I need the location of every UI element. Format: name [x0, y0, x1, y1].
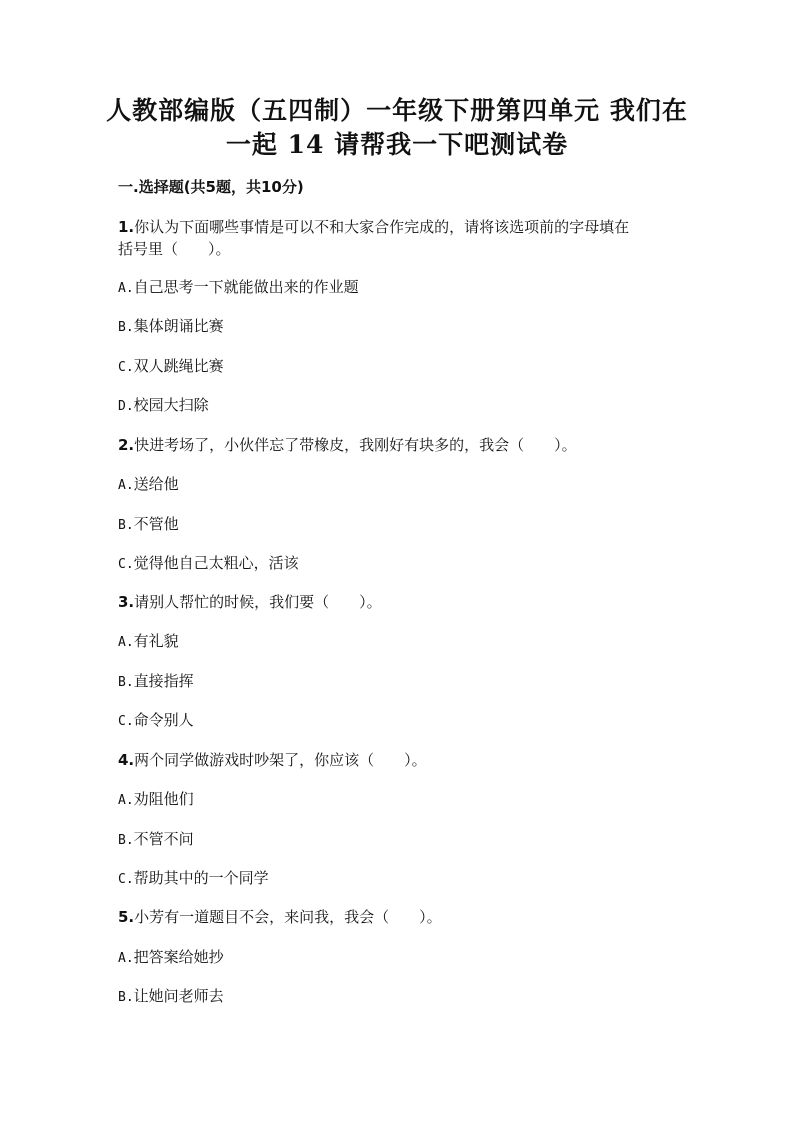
question-text-continued: 括号里（ ）。 — [118, 240, 231, 258]
option-text: 直接指挥 — [133, 672, 194, 690]
option-letter: C. — [118, 872, 134, 887]
option-letter: B. — [118, 990, 134, 1005]
option-2a — [118, 473, 179, 497]
option-letter: D. — [118, 399, 134, 414]
question-2 — [118, 434, 698, 456]
question-number: 5. — [118, 908, 135, 926]
option-3a — [118, 630, 179, 654]
question-text: 两个同学做游戏时吵架了，你应该（ ）。 — [134, 751, 427, 769]
question-text: 快进考场了，小伙伴忘了带橡皮，我刚好有块多的，我会（ ）。 — [134, 436, 577, 454]
option-letter: A. — [118, 793, 134, 808]
option-text: 有礼貌 — [133, 632, 179, 650]
question-text: 小芳有一道题目不会，来问我，我会（ ）。 — [134, 908, 442, 926]
title-line-1: 人教部编版（五四制）一年级下册第四单元 我们在 — [106, 96, 688, 125]
option-letter: A. — [118, 951, 134, 966]
option-text: 送给他 — [133, 475, 179, 493]
option-5b — [118, 985, 224, 1009]
option-1d — [118, 394, 209, 418]
option-text: 命令别人 — [133, 711, 194, 729]
option-letter: C. — [118, 714, 134, 729]
question-3 — [118, 591, 698, 613]
question-5 — [118, 906, 698, 928]
option-3c — [118, 709, 194, 733]
question-1 — [118, 216, 698, 260]
option-4c — [118, 867, 269, 891]
option-letter: B. — [118, 833, 134, 848]
question-text: 请别人帮忙的时候，我们要（ ）。 — [134, 593, 382, 611]
option-4b — [118, 828, 194, 852]
option-letter: B. — [118, 675, 134, 690]
option-text: 让她问老师去 — [133, 987, 224, 1005]
option-letter: C. — [118, 557, 134, 572]
question-number: 3. — [118, 593, 135, 611]
option-text: 自己思考一下就能做出来的作业题 — [133, 278, 359, 296]
question-number: 1. — [118, 218, 135, 236]
option-text: 集体朗诵比赛 — [133, 317, 224, 335]
option-text: 把答案给她抄 — [133, 948, 224, 966]
question-4 — [118, 749, 698, 771]
option-2c — [118, 552, 299, 576]
option-letter: A. — [118, 281, 134, 296]
option-text: 不管不问 — [133, 830, 194, 848]
page-title — [80, 94, 714, 162]
question-number: 2. — [118, 436, 135, 454]
option-text: 劝阻他们 — [133, 790, 194, 808]
option-5a — [118, 946, 224, 970]
option-3b — [118, 670, 194, 694]
option-text: 不管他 — [133, 515, 179, 533]
question-text: 你认为下面哪些事情是可以不和大家合作完成的，请将该选项前的字母填在 — [134, 218, 630, 236]
title-line-2: 一起 14 请帮我一下吧测试卷 — [225, 130, 569, 159]
option-letter: B. — [118, 320, 134, 335]
option-4a — [118, 788, 194, 812]
option-2b — [118, 513, 179, 537]
option-1c — [118, 355, 224, 379]
option-1b — [118, 315, 224, 339]
option-1a — [118, 276, 359, 300]
option-text: 觉得他自己太粗心，活该 — [133, 554, 299, 572]
option-text: 双人跳绳比赛 — [133, 357, 224, 375]
option-letter: B. — [118, 518, 134, 533]
option-letter: A. — [118, 635, 134, 650]
section-heading: 一.选择题(共5题，共10分) — [118, 178, 304, 196]
option-letter: A. — [118, 478, 134, 493]
option-text: 校园大扫除 — [133, 396, 209, 414]
option-text: 帮助其中的一个同学 — [133, 869, 269, 887]
question-number: 4. — [118, 751, 135, 769]
option-letter: C. — [118, 360, 134, 375]
